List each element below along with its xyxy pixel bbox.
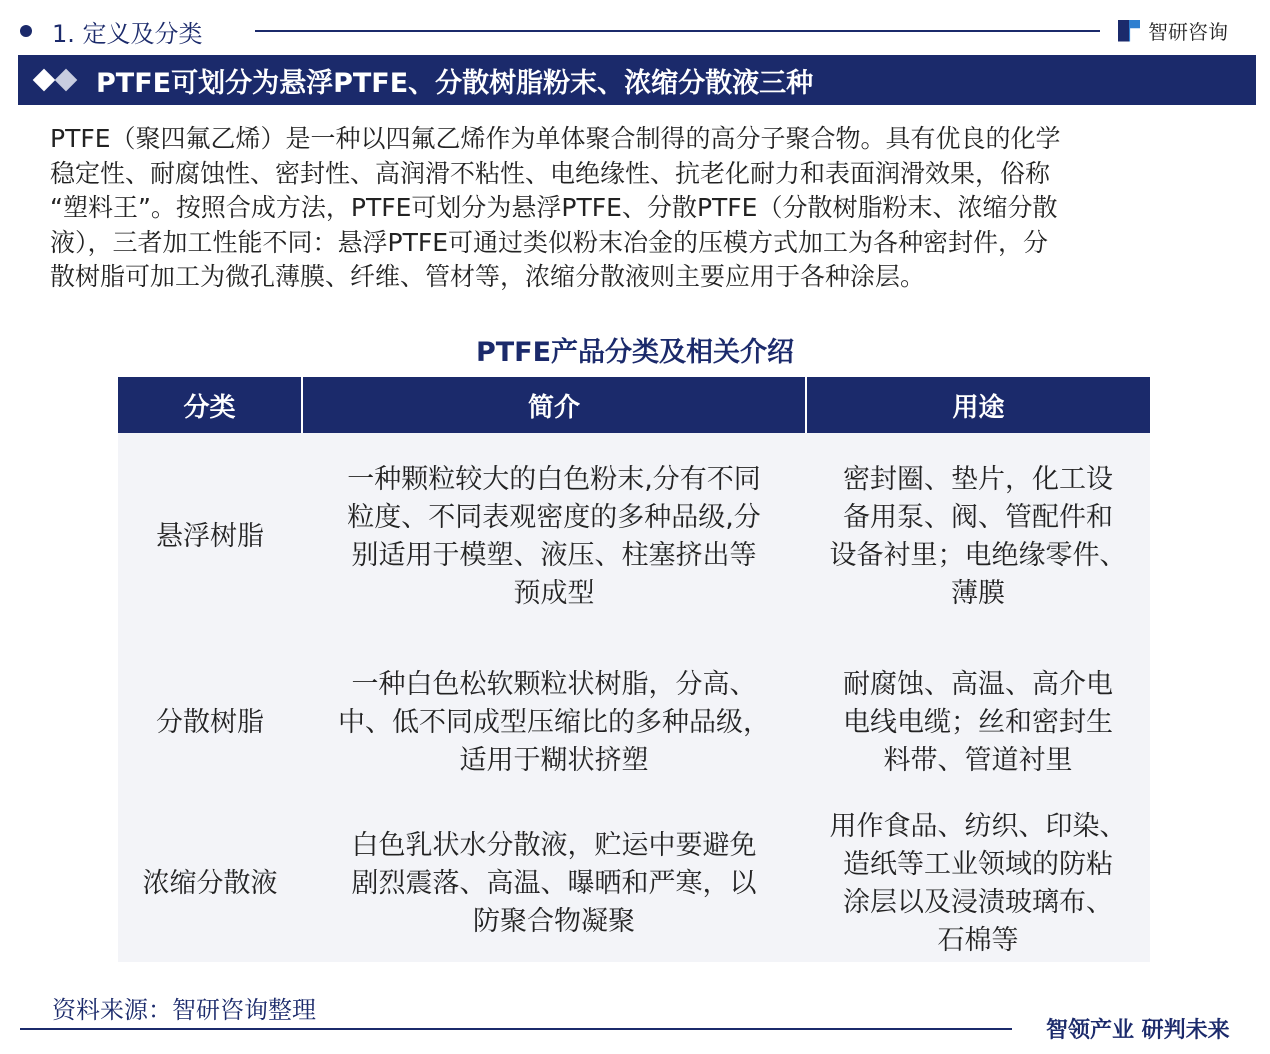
cell-line: 剧烈震落、高温、曝晒和严寒，以 xyxy=(351,867,757,899)
divider xyxy=(20,1028,1012,1030)
table-row xyxy=(118,433,1150,640)
diamond-icon xyxy=(55,69,78,92)
cell-line: 涂层以及浸渍玻璃布、 xyxy=(843,886,1113,918)
header-category: 分类 xyxy=(118,377,302,433)
product-table xyxy=(118,377,1150,962)
header-intro: 简介 xyxy=(302,377,806,433)
cell-line: 用作食品、纺织、印染、 xyxy=(829,810,1127,842)
cell-use xyxy=(806,805,1150,962)
cell-line: 白色乳状水分散液，贮运中要避免 xyxy=(351,829,757,861)
cell-intro xyxy=(302,640,806,805)
intro-paragraph xyxy=(50,122,1230,295)
cell-category: 分散树脂 xyxy=(118,640,302,805)
title-banner xyxy=(18,55,1256,105)
logo-icon xyxy=(1118,20,1140,42)
table-title: PTFE产品分类及相关介绍 xyxy=(475,337,795,368)
cell-category: 浓缩分散液 xyxy=(118,805,302,962)
cell-line: 防聚合物凝聚 xyxy=(473,905,635,937)
cell-use xyxy=(806,433,1150,640)
paragraph-line: “塑料王”。按照合成方法，PTFE可划分为悬浮PTFE、分散PTFE（分散树脂粉末、浓缩分散 xyxy=(50,193,1058,222)
cell-line: 一种白色松软颗粒状树脂，分高、 xyxy=(351,668,757,700)
header-use: 用途 xyxy=(806,377,1150,433)
diamond-icon xyxy=(33,69,56,92)
divider xyxy=(255,30,1100,32)
bullet-icon xyxy=(20,25,32,37)
cell-line: 薄膜 xyxy=(951,577,1005,609)
cell-line: 中、低不同成型压缩比的多种品级， xyxy=(338,706,770,738)
cell-intro xyxy=(302,805,806,962)
cell-line: 粒度、不同表观密度的多种品级,分 xyxy=(347,501,761,533)
cell-line: 备用泵、阀、管配件和 xyxy=(843,501,1113,533)
brand xyxy=(1118,16,1228,45)
brand-name: 智研咨询 xyxy=(1148,20,1228,44)
cell-line: 造纸等工业领域的防粘 xyxy=(843,848,1113,880)
source-note: 资料来源：智研咨询整理 xyxy=(52,996,316,1024)
cell-line: 石棉等 xyxy=(937,924,1019,956)
banner-title: PTFE可划分为悬浮PTFE、分散树脂粉末、浓缩分散液三种 xyxy=(96,67,814,99)
cell-line: 预成型 xyxy=(513,577,595,609)
section-title: 1. 定义及分类 xyxy=(52,19,203,48)
cell-line: 料带、管道衬里 xyxy=(883,744,1073,776)
cell-line: 电线电缆；丝和密封生 xyxy=(843,706,1113,738)
cell-intro xyxy=(302,433,806,640)
paragraph-line: PTFE（聚四氟乙烯）是一种以四氟乙烯作为单体聚合制得的高分子聚合物。具有优良的化学 xyxy=(50,124,1061,153)
cell-line: 适用于糊状挤塑 xyxy=(459,744,649,776)
cell-category: 悬浮树脂 xyxy=(118,433,302,640)
cell-line: 耐腐蚀、高温、高介电 xyxy=(843,668,1113,700)
slogan: 智领产业 研判未来 xyxy=(1046,1018,1230,1043)
cell-line: 一种颗粒较大的白色粉末,分有不同 xyxy=(347,463,761,495)
paragraph-line: 散树脂可加工为微孔薄膜、纤维、管材等，浓缩分散液则主要应用于各种涂层。 xyxy=(50,262,926,291)
table-row xyxy=(118,640,1150,805)
cell-use xyxy=(806,640,1150,805)
table-row xyxy=(118,805,1150,962)
paragraph-line: 液），三者加工性能不同：悬浮PTFE可通过类似粉末冶金的压模方式加工为各种密封件，分 xyxy=(50,227,1049,257)
cell-line: 密封圈、垫片，化工设 xyxy=(843,463,1113,495)
section-heading xyxy=(20,14,203,48)
cell-line: 设备衬里；电绝缘零件、 xyxy=(829,539,1127,571)
cell-line: 别适用于模塑、液压、柱塞挤出等 xyxy=(351,539,757,571)
paragraph-line: 稳定性、耐腐蚀性、密封性、高润滑不粘性、电绝缘性、抗老化耐力和表面润滑效果，俗称 xyxy=(50,158,1051,188)
